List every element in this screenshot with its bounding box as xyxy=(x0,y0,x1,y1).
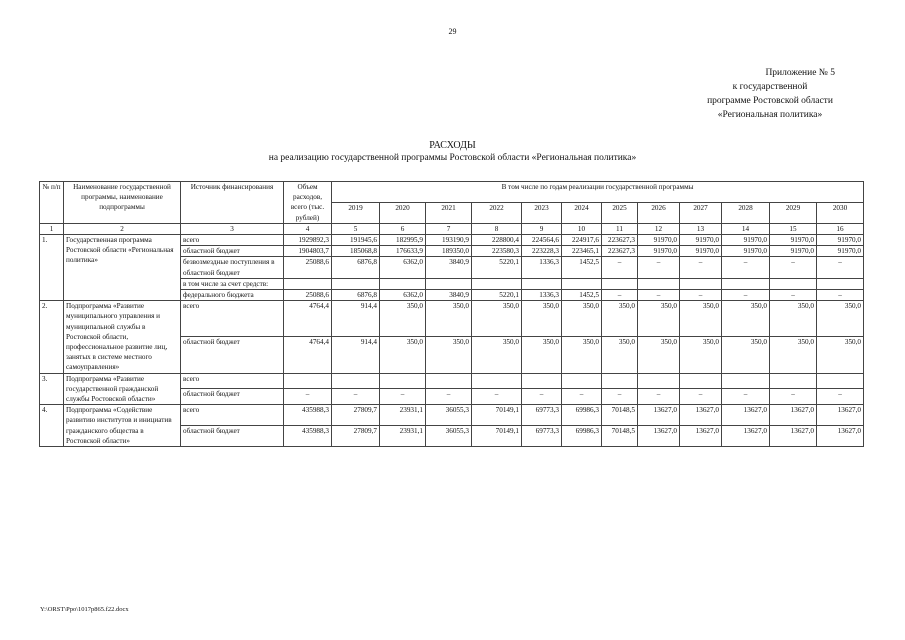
year-amount-cell xyxy=(770,278,817,289)
year-amount-cell: 1452,5 xyxy=(562,290,602,301)
year-amount-cell: 13627,0 xyxy=(638,405,680,426)
header-year: 2024 xyxy=(562,202,602,223)
year-amount-cell: 36055,3 xyxy=(426,405,472,426)
column-index-cell: 5 xyxy=(332,223,380,234)
year-amount-cell: – xyxy=(680,389,722,405)
year-amount-cell: 1452,5 xyxy=(562,257,602,278)
year-amount-cell: 27809,7 xyxy=(332,405,380,426)
year-amount-cell: – xyxy=(638,257,680,278)
year-amount-cell xyxy=(680,373,722,389)
funding-source: в том числе за счет средств: xyxy=(181,278,284,289)
year-amount-cell: 1336,3 xyxy=(522,257,562,278)
year-amount-cell: – xyxy=(426,389,472,405)
funding-source: областной бюджет xyxy=(181,246,284,257)
year-amount-cell: 91970,0 xyxy=(722,235,770,246)
program-name: Государственная программа Ростовской области «Региональная политика» xyxy=(64,235,181,301)
year-amount-cell: 70148,5 xyxy=(602,405,638,426)
table-row xyxy=(40,301,864,337)
year-amount-cell: – xyxy=(602,257,638,278)
header-year: 2028 xyxy=(722,202,770,223)
year-amount-cell: 91970,0 xyxy=(680,235,722,246)
year-amount-cell: 6362,0 xyxy=(380,290,426,301)
year-amount-cell: 176633,9 xyxy=(380,246,426,257)
year-amount-cell: 350,0 xyxy=(817,301,864,337)
column-index-cell: 3 xyxy=(181,223,284,234)
total-amount-cell xyxy=(284,278,332,289)
year-amount-cell: 70149,1 xyxy=(472,426,522,447)
year-amount-cell: 224917,6 xyxy=(562,235,602,246)
year-amount-cell: 3840,9 xyxy=(426,257,472,278)
year-amount-cell: 223465,1 xyxy=(562,246,602,257)
year-amount-cell: – xyxy=(722,389,770,405)
year-amount-cell: 350,0 xyxy=(638,337,680,373)
program-name: Подпрограмма «Развитие муниципального управления и муниципальной службы в Ростовской области, профессиональное развитие лиц, занятых в системе местного самоуправления» xyxy=(64,301,181,373)
header-volume: Объем расходов, всего (тыс. рублей) xyxy=(284,182,332,224)
column-index-cell: 13 xyxy=(680,223,722,234)
year-amount-cell: – xyxy=(680,290,722,301)
year-amount-cell: 350,0 xyxy=(770,301,817,337)
year-amount-cell: – xyxy=(680,257,722,278)
column-index-cell: 9 xyxy=(522,223,562,234)
year-amount-cell: 914,4 xyxy=(332,301,380,337)
year-amount-cell: 13627,0 xyxy=(770,426,817,447)
year-amount-cell: 350,0 xyxy=(722,337,770,373)
year-amount-cell: 69773,3 xyxy=(522,405,562,426)
year-amount-cell xyxy=(472,278,522,289)
year-amount-cell: 91970,0 xyxy=(638,246,680,257)
funding-source: областной бюджет xyxy=(181,337,284,373)
year-amount-cell: – xyxy=(332,389,380,405)
year-amount-cell xyxy=(562,373,602,389)
file-path-footer: Y:\ORST\Ppo\1017p865.f22.docx xyxy=(40,606,129,613)
appendix-line-4: «Региональная политика» xyxy=(717,110,823,120)
year-amount-cell xyxy=(562,278,602,289)
total-amount-cell: 435988,3 xyxy=(284,405,332,426)
total-amount-cell xyxy=(284,373,332,389)
year-amount-cell xyxy=(817,278,864,289)
table-header-row xyxy=(40,182,864,203)
year-amount-cell: 91970,0 xyxy=(680,246,722,257)
year-amount-cell: – xyxy=(770,257,817,278)
year-amount-cell xyxy=(722,373,770,389)
total-amount-cell: 25088,6 xyxy=(284,257,332,278)
column-index-cell: 7 xyxy=(426,223,472,234)
header-year: 2027 xyxy=(680,202,722,223)
funding-source: всего xyxy=(181,373,284,389)
header-num: № п/п xyxy=(40,182,64,224)
year-amount-cell: 13627,0 xyxy=(722,405,770,426)
year-amount-cell xyxy=(770,373,817,389)
year-amount-cell: 350,0 xyxy=(680,301,722,337)
year-amount-cell: 91970,0 xyxy=(817,246,864,257)
document-subtitle: на реализацию государственной программы Ростовской области «Региональная политика» xyxy=(268,153,637,163)
year-amount-cell xyxy=(602,278,638,289)
year-amount-cell: – xyxy=(638,290,680,301)
total-amount-cell: 1929892,3 xyxy=(284,235,332,246)
year-amount-cell: – xyxy=(472,389,522,405)
year-amount-cell: 350,0 xyxy=(426,301,472,337)
year-amount-cell: 13627,0 xyxy=(680,405,722,426)
header-year: 2026 xyxy=(638,202,680,223)
year-amount-cell: – xyxy=(602,290,638,301)
program-number: 3. xyxy=(40,373,64,405)
year-amount-cell xyxy=(380,278,426,289)
year-amount-cell: 350,0 xyxy=(562,337,602,373)
year-amount-cell: 70149,1 xyxy=(472,405,522,426)
year-amount-cell: 13627,0 xyxy=(638,426,680,447)
total-amount-cell: 4764,4 xyxy=(284,337,332,373)
column-index-cell: 14 xyxy=(722,223,770,234)
year-amount-cell: 350,0 xyxy=(522,301,562,337)
year-amount-cell: 5220,1 xyxy=(472,290,522,301)
appendix-line-3: программе Ростовской области xyxy=(707,96,833,106)
year-amount-cell: 350,0 xyxy=(380,301,426,337)
year-amount-cell: – xyxy=(817,257,864,278)
year-amount-cell: 193190,9 xyxy=(426,235,472,246)
table-row xyxy=(40,235,864,246)
year-amount-cell: 224564,6 xyxy=(522,235,562,246)
year-amount-cell: – xyxy=(722,290,770,301)
header-by-years: В том числе по годам реализации государственной программы xyxy=(332,182,864,203)
year-amount-cell: 13627,0 xyxy=(722,426,770,447)
year-amount-cell: 223627,3 xyxy=(602,246,638,257)
year-amount-cell: 23931,1 xyxy=(380,426,426,447)
column-index-cell: 12 xyxy=(638,223,680,234)
column-index-cell: 15 xyxy=(770,223,817,234)
expenses-table xyxy=(39,181,864,447)
year-amount-cell: 189350,0 xyxy=(426,246,472,257)
year-amount-cell xyxy=(638,278,680,289)
appendix-block xyxy=(575,66,835,122)
total-amount-cell: 435988,3 xyxy=(284,426,332,447)
total-amount-cell: 25088,6 xyxy=(284,290,332,301)
year-amount-cell: – xyxy=(770,389,817,405)
year-amount-cell xyxy=(602,373,638,389)
total-amount-cell: 1904803,7 xyxy=(284,246,332,257)
year-amount-cell: 13627,0 xyxy=(680,426,722,447)
total-amount-cell: 4764,4 xyxy=(284,301,332,337)
program-number: 4. xyxy=(40,405,64,447)
year-amount-cell: 914,4 xyxy=(332,337,380,373)
year-amount-cell: 69773,3 xyxy=(522,426,562,447)
year-amount-cell xyxy=(680,278,722,289)
year-amount-cell: 70148,5 xyxy=(602,426,638,447)
appendix-line-1: Приложение № 5 xyxy=(765,68,835,78)
program-number: 2. xyxy=(40,301,64,373)
year-amount-cell: 69986,3 xyxy=(562,405,602,426)
header-year: 2030 xyxy=(817,202,864,223)
header-source: Источник финансирования xyxy=(181,182,284,224)
year-amount-cell: 91970,0 xyxy=(638,235,680,246)
year-amount-cell: 350,0 xyxy=(602,337,638,373)
year-amount-cell: 6876,8 xyxy=(332,257,380,278)
year-amount-cell xyxy=(817,373,864,389)
program-name: Подпрограмма «Развитие государственной гражданской службы Ростовской области» xyxy=(64,373,181,405)
year-amount-cell: – xyxy=(522,389,562,405)
year-amount-cell: – xyxy=(562,389,602,405)
year-amount-cell: 350,0 xyxy=(426,337,472,373)
header-year: 2021 xyxy=(426,202,472,223)
year-amount-cell: 13627,0 xyxy=(817,405,864,426)
year-amount-cell: 350,0 xyxy=(680,337,722,373)
year-amount-cell: 350,0 xyxy=(472,337,522,373)
year-amount-cell: 91970,0 xyxy=(770,235,817,246)
column-index-cell: 11 xyxy=(602,223,638,234)
year-amount-cell: 182995,9 xyxy=(380,235,426,246)
year-amount-cell: 13627,0 xyxy=(817,426,864,447)
year-amount-cell: 228800,4 xyxy=(472,235,522,246)
column-index-cell: 2 xyxy=(64,223,181,234)
year-amount-cell: 69986,3 xyxy=(562,426,602,447)
year-amount-cell: 5220,1 xyxy=(472,257,522,278)
year-amount-cell: 350,0 xyxy=(817,337,864,373)
appendix-line-2: к государственной xyxy=(732,82,808,92)
funding-source: безвозмездные поступления в областной бюджет xyxy=(181,257,284,278)
year-amount-cell: 185068,8 xyxy=(332,246,380,257)
column-index-cell: 6 xyxy=(380,223,426,234)
funding-source: областной бюджет xyxy=(181,426,284,447)
table-row xyxy=(40,373,864,389)
header-year: 2023 xyxy=(522,202,562,223)
column-index-cell: 1 xyxy=(40,223,64,234)
funding-source: всего xyxy=(181,235,284,246)
year-amount-cell: 13627,0 xyxy=(770,405,817,426)
year-amount-cell: – xyxy=(817,389,864,405)
year-amount-cell: 350,0 xyxy=(380,337,426,373)
funding-source: федерального бюджета xyxy=(181,290,284,301)
funding-source: всего xyxy=(181,405,284,426)
year-amount-cell: 6362,0 xyxy=(380,257,426,278)
column-index-cell: 8 xyxy=(472,223,522,234)
year-amount-cell xyxy=(472,373,522,389)
year-amount-cell: – xyxy=(638,389,680,405)
year-amount-cell: 350,0 xyxy=(522,337,562,373)
program-number: 1. xyxy=(40,235,64,301)
header-year: 2019 xyxy=(332,202,380,223)
funding-source: всего xyxy=(181,301,284,337)
column-index-cell: 10 xyxy=(562,223,602,234)
year-amount-cell: 350,0 xyxy=(602,301,638,337)
column-index-cell: 16 xyxy=(817,223,864,234)
year-amount-cell: – xyxy=(602,389,638,405)
year-amount-cell: 91970,0 xyxy=(817,235,864,246)
year-amount-cell: 350,0 xyxy=(638,301,680,337)
year-amount-cell: – xyxy=(380,389,426,405)
year-amount-cell xyxy=(332,278,380,289)
year-amount-cell: 223228,3 xyxy=(522,246,562,257)
year-amount-cell: 23931,1 xyxy=(380,405,426,426)
year-amount-cell xyxy=(722,278,770,289)
page-number: 29 xyxy=(448,27,457,36)
year-amount-cell: 223580,3 xyxy=(472,246,522,257)
total-amount-cell: – xyxy=(284,389,332,405)
year-amount-cell xyxy=(426,278,472,289)
funding-source: областной бюджет xyxy=(181,389,284,405)
header-year: 2025 xyxy=(602,202,638,223)
header-name: Наименование государственной программы, наименование подпрограммы xyxy=(64,182,181,224)
year-amount-cell: 191945,6 xyxy=(332,235,380,246)
year-amount-cell: 350,0 xyxy=(770,337,817,373)
year-amount-cell: 1336,3 xyxy=(522,290,562,301)
year-amount-cell: 6876,8 xyxy=(332,290,380,301)
header-year: 2029 xyxy=(770,202,817,223)
year-amount-cell: 91970,0 xyxy=(722,246,770,257)
year-amount-cell: 350,0 xyxy=(722,301,770,337)
year-amount-cell: 223627,3 xyxy=(602,235,638,246)
year-amount-cell xyxy=(522,278,562,289)
year-amount-cell: 91970,0 xyxy=(770,246,817,257)
year-amount-cell: 350,0 xyxy=(562,301,602,337)
year-amount-cell: 3840,9 xyxy=(426,290,472,301)
year-amount-cell: – xyxy=(722,257,770,278)
year-amount-cell xyxy=(638,373,680,389)
year-amount-cell xyxy=(522,373,562,389)
year-amount-cell xyxy=(426,373,472,389)
year-amount-cell: 350,0 xyxy=(472,301,522,337)
year-amount-cell: – xyxy=(817,290,864,301)
program-name: Подпрограмма «Содействие развитию институтов и инициатив гражданского общества в Ростовской области» xyxy=(64,405,181,447)
header-year: 2020 xyxy=(380,202,426,223)
year-amount-cell xyxy=(380,373,426,389)
column-index-cell: 4 xyxy=(284,223,332,234)
year-amount-cell: – xyxy=(770,290,817,301)
table-index-row xyxy=(40,223,864,234)
year-amount-cell xyxy=(332,373,380,389)
year-amount-cell: 27809,7 xyxy=(332,426,380,447)
header-year: 2022 xyxy=(472,202,522,223)
year-amount-cell: 36055,3 xyxy=(426,426,472,447)
document-title: РАСХОДЫ xyxy=(429,140,476,151)
table-row xyxy=(40,405,864,426)
